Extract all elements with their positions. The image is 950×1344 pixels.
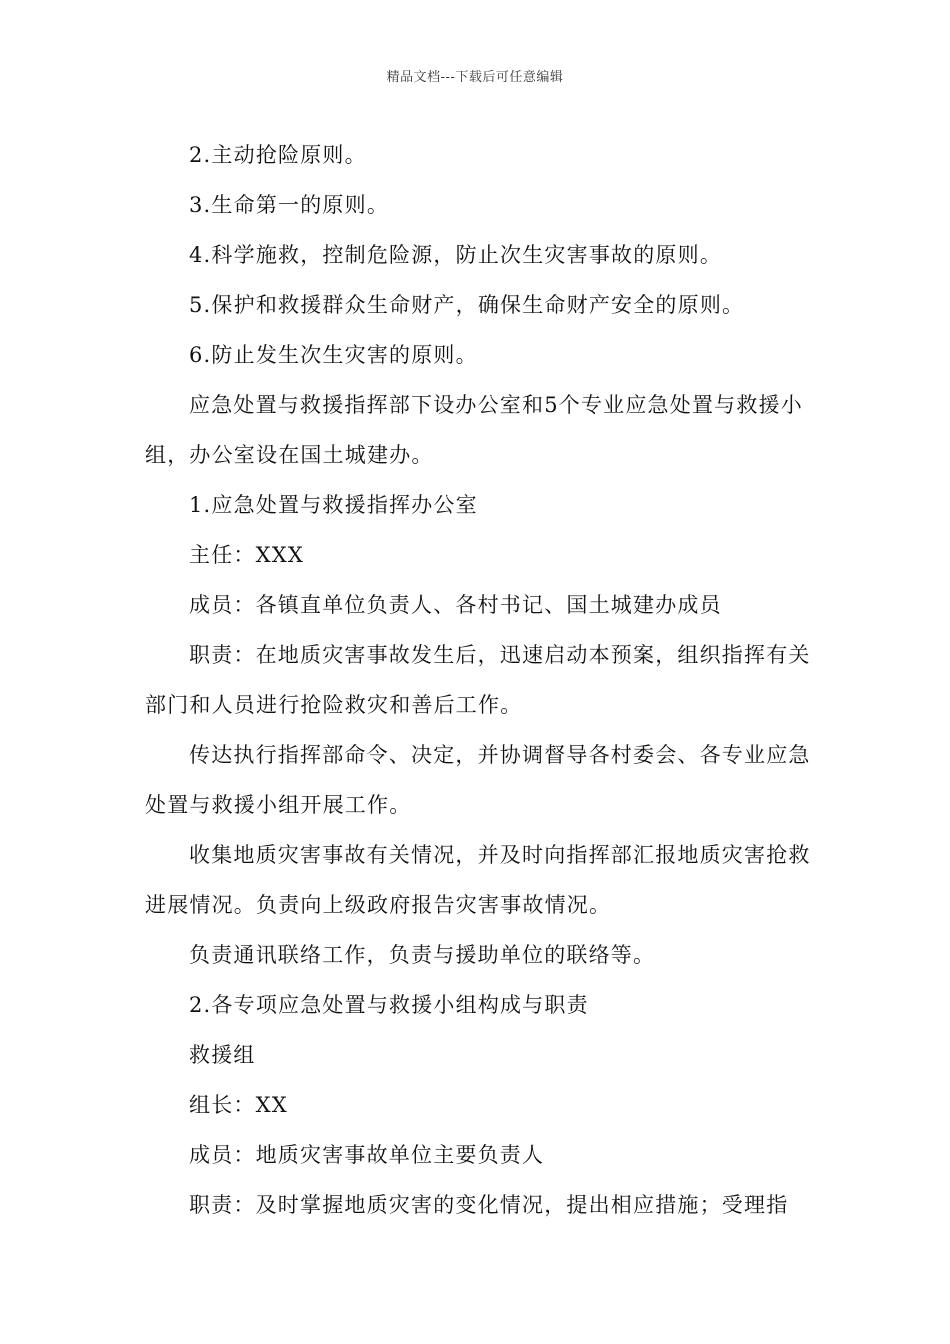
paragraph: 收集地质灾害事故有关情况，并及时向指挥部汇报地质灾害抢救进展情况。负责向上级政府报告灾害事故情况。 [145, 843, 811, 917]
paragraph: 传达执行指挥部命令、决定，并协调督导各村委会、各专业应急处置与救援小组开展工作。 [145, 743, 811, 817]
paragraph: 组长：XX [189, 1093, 288, 1117]
paragraph: 职责：及时掌握地质灾害的变化情况，提出相应措施；受理指 [189, 1193, 789, 1217]
paragraph: 4.科学施救，控制危险源，防止次生灾害事故的原则。 [189, 243, 723, 267]
paragraph: 职责：在地质灾害事故发生后，迅速启动本预案，组织指挥有关部门和人员进行抢险救灾和善后工作。 [145, 643, 811, 717]
paragraph: 应急处置与救援指挥部下设办公室和5个专业应急处置与救援小组，办公室设在国土城建办。 [145, 393, 803, 467]
paragraph: 2.主动抢险原则。 [189, 143, 367, 167]
paragraph: 主任：XXX [189, 543, 305, 567]
document-body [145, 130, 813, 1230]
paragraph: 成员：地质灾害事故单位主要负责人 [189, 1143, 545, 1167]
paragraph: 1.应急处置与救援指挥办公室 [189, 493, 478, 517]
paragraph: 负责通讯联络工作，负责与援助单位的联络等。 [189, 943, 656, 967]
page-header: 精品文档---下载后可任意编辑 [386, 70, 564, 85]
paragraph: 成员：各镇直单位负责人、各村书记、国土城建办成员 [189, 593, 722, 617]
paragraph: 6.防止发生次生灾害的原则。 [189, 343, 478, 367]
paragraph: 3.生命第一的原则。 [189, 193, 390, 217]
paragraph: 5.保护和救援群众生命财产，确保生命财产安全的原则。 [189, 293, 745, 317]
paragraph: 救援组 [189, 1043, 256, 1067]
paragraph: 2.各专项应急处置与救援小组构成与职责 [189, 993, 589, 1017]
